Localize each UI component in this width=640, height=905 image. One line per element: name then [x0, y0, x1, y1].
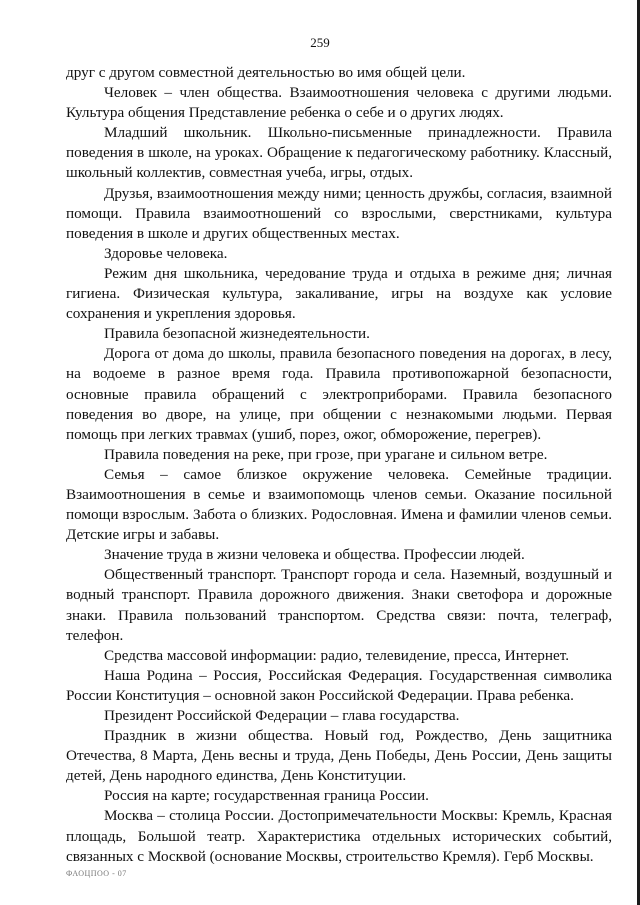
paragraph-safety-rules: Правила безопасной жизнедеятельности. [104, 325, 370, 343]
paragraph-daily-routine: Режим дня школьника, чередование труда и отдыха в режиме дня; личная гигиена. Физическая культура, закаливание, игры на воздухе как условие сохранения и укрепления здоровья. [66, 264, 612, 323]
page-body [66, 63, 612, 867]
paragraph-value-of-work: Значение труда в жизни человека и общества. Профессии людей. [104, 546, 525, 564]
paragraph-mass-media: Средства массовой информации: радио, телевидение, пресса, Интернет. [104, 646, 569, 664]
page-number: 259 [310, 35, 330, 50]
paragraph-holidays: Праздник в жизни общества. Новый год, Рождество, День защитника Отечества, 8 Марта, День весны и труда, День Победы, День России, День защиты детей, День народного единства, День Конституции. [66, 727, 612, 785]
paragraph-river-storm-rules: Правила поведения на реке, при грозе, при урагане и сильном ветре. [104, 445, 548, 463]
paragraph-person-member-of-society: Человек – член общества. Взаимоотношения человека с другими людьми. Культура общения Представление ребенка о себе и о других людях. [66, 84, 612, 122]
paragraph-junior-schoolchild: Младший школьник. Школьно-письменные принадлежности. Правила поведения в школе, на уроках. Обращение к педагогическому работнику. Классный, школьный коллектив, совместная учеба, игры, отдых. [66, 124, 612, 182]
paragraph-public-transport: Общественный транспорт. Транспорт города и села. Наземный, воздушный и водный транспорт. Правила дорожного движения. Знаки светофора и дорожные знаки. Правила пользований транспортом. Средства связи: почта, телеграф, телефон. [66, 566, 612, 644]
footer-mark: ФАОЦПОО - 07 [66, 869, 127, 878]
paragraph-russia-on-map: Россия на карте; государственная граница России. [104, 787, 429, 805]
paragraph-road-to-school: Дорога от дома до школы, правила безопасного поведения на дорогах, в лесу, на водоеме в разное время года. Правила противопожарной безопасности, основные правила обращений с электроприборами. Правила безопасного поведения во дворе, на улице, при общении с незнакомыми людьми. Первая помощь при легких травмах (ушиб, порез, ожог, обморожение, перегрев). [66, 345, 612, 443]
paragraph-friends: Друзья, взаимоотношения между ними; ценность дружбы, согласия, взаимной помощи. Правила взаимоотношений со взрослыми, сверстниками, культура поведения в школе и других общественных местах. [66, 184, 612, 242]
paragraph-human-health: Здоровье человека. [104, 244, 228, 262]
paragraph-continuation: друг с другом совместной деятельностью во имя общей цели. [66, 64, 466, 81]
paragraph-moscow-capital: Москва – столица России. Достопримечательности Москвы: Кремль, Красная площадь, Большой театр. Характеристика отдельных исторических событий, связанных с Москвой (основание Москвы, строительство Кремля). Герб Москвы. [66, 807, 612, 865]
paragraph-family: Семья – самое близкое окружение человека. Семейные традиции. Взаимоотношения в семье и взаимопомощь членов семьи. Оказание посильной помощи взрослым. Забота о близких. Родословная. Имена и фамилии членов семьи. Детские игры и забавы. [66, 465, 612, 544]
paragraph-president: Президент Российской Федерации – глава государства. [104, 707, 460, 724]
paragraph-our-motherland: Наша Родина – Россия, Российская Федерация. Государственная символика России Конституция – основной закон Российской Федерации. Права ребенка. [66, 666, 612, 704]
